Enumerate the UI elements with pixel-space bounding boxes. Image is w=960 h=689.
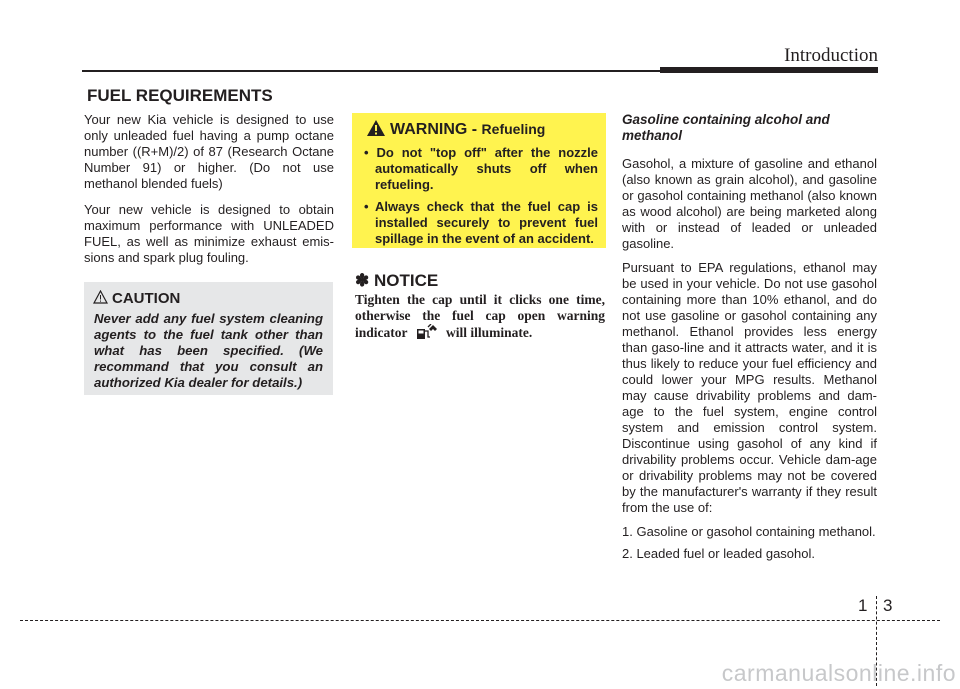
paragraph: Your new vehicle is designed to obtain maximum performance with UNLEADED FUEL, as well as minimize exhaust emis-sions and spark plug fouling.	[84, 202, 334, 265]
notice-text: Tighten the cap until it clicks one time, otherwise the fuel cap open warning indicator	[355, 292, 605, 341]
list-item: 1. Gasoline or gasohol containing methanol.	[622, 524, 876, 539]
list-item: • Always check that the fuel cap is installed securely to prevent fuel spillage in the event of an accident.	[364, 199, 598, 246]
paragraph: Gasohol, a mixture of gasoline and ethanol (also known as grain alcohol), and gasoline or gasohol containing methanol (also known as wood alcohol) are being marketed along with or instead of leaded or unleaded gasoline.	[622, 156, 877, 251]
fuel-list	[622, 524, 877, 562]
warning-item-text: Always check that the fuel cap is installed securely to prevent fuel spillage in the event of an accident.	[375, 199, 598, 246]
fuel-cap-warning-icon	[414, 324, 440, 344]
section-title: FUEL REQUIREMENTS	[87, 86, 273, 105]
list-item: • Do not "top off" after the nozzle automatically shuts off when refueling.	[364, 145, 598, 192]
footer-rule	[20, 620, 940, 621]
column-3	[622, 112, 877, 568]
caution-triangle-icon	[93, 290, 108, 308]
notice-body	[355, 292, 605, 344]
header-rule	[82, 70, 660, 72]
notice-title: NOTICE	[373, 271, 439, 290]
caution-title: CAUTION	[112, 290, 181, 307]
paragraph: Your new Kia vehicle is designed to use only unleaded fuel having a pump octane number ((R+M)/2) of 87 (Research Octane Number 91) or higher. (Do not use methanol blended fuels)	[84, 112, 334, 191]
notice-text: will illuminate.	[446, 325, 533, 341]
warning-triangle-icon	[366, 119, 386, 142]
paragraph: Pursuant to EPA regulations, ethanol may be used in your vehicle. Do not use gasohol containing more than 10% ethanol, and do not use gasoline or gasohol containing any methanol. Ethanol provides less energy than gaso-line and it attracts water, and it is thus likely to reduce your fuel efficiency and could lower your MPG results. Methanol may cause drivability problems and dam-age to the fuel system, engine control system and emission control system. Discontinue using gasohol of any kind if drivability problems occur. Vehicle dam-age or drivability problems may not be covered by the manufacturer's warranty if they result from the use of:	[622, 260, 877, 515]
warning-box	[352, 113, 606, 248]
notice-symbol: ✽	[355, 271, 370, 290]
caution-body: Never add any fuel system cleaning agents to the fuel tank other than what has been specified. (We recommand that you consult an authorized Kia dealer for details.)	[94, 311, 323, 390]
warning-subtitle: Refueling	[481, 121, 546, 137]
column-1	[84, 112, 334, 276]
notice-heading	[355, 271, 438, 291]
warning-heading	[390, 121, 598, 139]
header-title: Introduction	[784, 45, 878, 66]
subsection-title: Gasoline containing alcohol and methanol	[622, 112, 830, 143]
caution-heading	[112, 290, 323, 307]
list-item: 2. Leaded fuel or leaded gasohol.	[622, 546, 815, 561]
warning-title: WARNING -	[390, 121, 482, 138]
page-number: 3	[883, 596, 893, 615]
warning-list	[360, 145, 598, 247]
chapter-number: 1	[858, 596, 868, 615]
caution-box	[84, 282, 333, 395]
header-bar	[660, 67, 878, 73]
watermark: carmanualsonline.info	[721, 660, 956, 686]
warning-item-text: Do not "top off" after the nozzle automatically shuts off when refueling.	[375, 145, 598, 192]
